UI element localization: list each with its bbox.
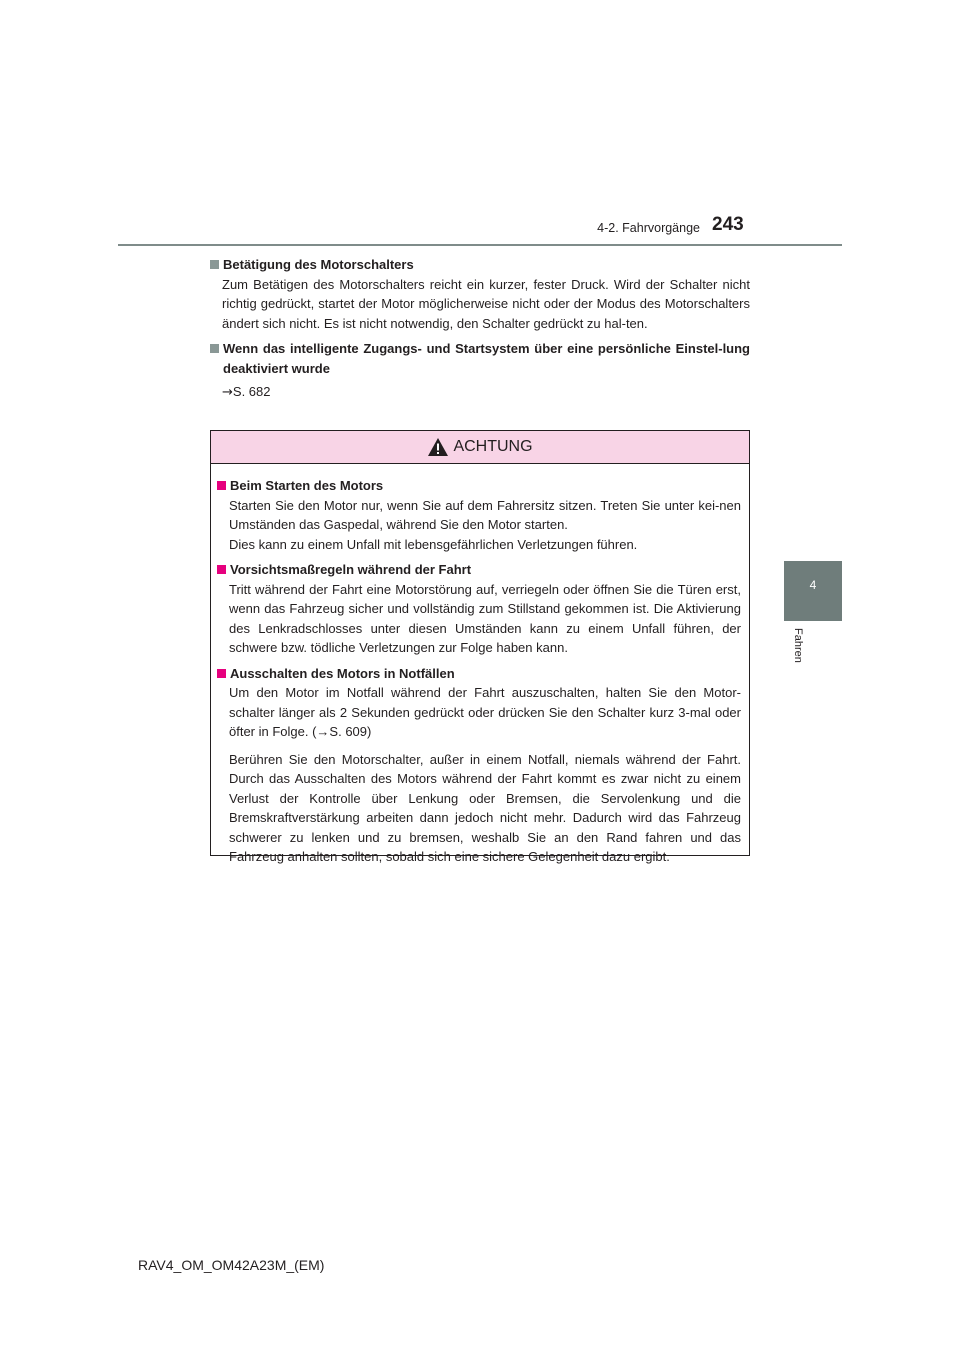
warning-section-heading: [217, 560, 741, 580]
section-body: Zum Betätigen des Motorschalters reicht ein kurzer, fester Druck. Wird der Schalter nicht richtig gedrückt, startet der Motor möglicherweise nicht oder der Modus des Motorschalters ändert sich nicht. Es ist nicht notwendig, den Schalter gedrückt zu hal-ten.: [222, 276, 750, 331]
square-bullet-icon: [217, 481, 226, 490]
square-bullet-icon: [210, 344, 219, 353]
section-heading-text: Betätigung des Motorschalters: [223, 257, 414, 272]
warning-section-heading: [217, 664, 741, 684]
warning-section: [217, 664, 741, 867]
section-smart-entry: [210, 339, 750, 403]
chapter-tab-number: 4: [809, 578, 817, 592]
header-section-title: 4-2. Fahrvorgänge: [597, 221, 700, 235]
warning-paragraph: Dies kann zu einem Unfall mit lebensgefährlichen Verletzungen führen.: [229, 536, 638, 552]
warning-paragraph: Tritt während der Fahrt eine Motorstörung auf, verriegeln oder öffnen Sie die Türen erst, wenn das Fahrzeug sicher und vollständig zum Stillstand gekommen ist. Die Aktivierung des Lenkradschlosses unter diesen Umständen kann zu einem Unfall führen, der schwere bzw. tödliche Verletzungen zur Folge haben kann.: [229, 581, 741, 655]
warning-header: [211, 431, 749, 464]
header-rule: [118, 244, 842, 246]
footer-doc-id: RAV4_OM_OM42A23M_(EM): [138, 1257, 325, 1273]
warning-title: ACHTUNG: [453, 438, 533, 455]
warning-content: [211, 464, 749, 867]
arrow-right-icon: →: [222, 385, 233, 400]
chapter-tab-label: Fahren: [792, 628, 804, 663]
warning-section: [217, 476, 741, 554]
main-content: [210, 255, 750, 409]
square-bullet-icon: [217, 669, 226, 678]
page-number: 243: [712, 214, 744, 235]
warning-section: [217, 560, 741, 658]
warning-box: [210, 430, 750, 864]
section-heading: [210, 339, 750, 378]
page-reference-text: S. 682: [232, 384, 271, 399]
section-engine-switch: [210, 255, 750, 333]
section-heading: [210, 255, 750, 275]
warning-triangle-icon: [427, 437, 449, 457]
section-heading-text: Wenn das intelligente Zugangs- und Startsystem über eine persönliche Einstel-lung deaktiviert wurde: [223, 341, 750, 376]
warning-paragraph: Starten Sie den Motor nur, wenn Sie auf dem Fahrersitz sitzen. Treten Sie unter kei-nen Umständen das Gaspedal, während Sie den Motor starten.: [229, 497, 741, 532]
square-bullet-icon: [217, 565, 226, 574]
warning-section-heading-text: Beim Starten des Motors: [230, 478, 384, 493]
warning-section-heading: [217, 476, 741, 496]
page-reference-link[interactable]: [210, 382, 750, 403]
warning-section-heading-text: Ausschalten des Motors in Notfällen: [230, 665, 455, 681]
square-bullet-icon: [210, 260, 219, 269]
warning-paragraph: Berühren Sie den Motorschalter, außer in einem Notfall, niemals während der Fahrt. Durch das Ausschalten des Motors während der Fahrt kommt es zwar nicht zu einem Verlust der Kontrolle über Lenkung oder Bremsen, die Servolenkung und die Bremskraftverstärkung arbeiten dann jedoch nicht mehr. Dadurch wird das Fahrzeug schwerer zu lenken und zu bremsen, weshalb Sie an den Rand fahren und das Fahrzeug anhalten sollten, sobald sich eine sichere Gelegenheit dazu ergibt.: [229, 751, 741, 864]
warning-paragraph: Um den Motor im Notfall während der Fahrt auszuschalten, halten Sie den Motor-schalter länger als 2 Sekunden gedrückt oder drücken Sie den Schalter kurz 3-mal oder öfter in Folge. (→S. 609): [229, 685, 741, 739]
warning-section-heading-text: Vorsichtsmaßregeln während der Fahrt: [230, 562, 472, 577]
